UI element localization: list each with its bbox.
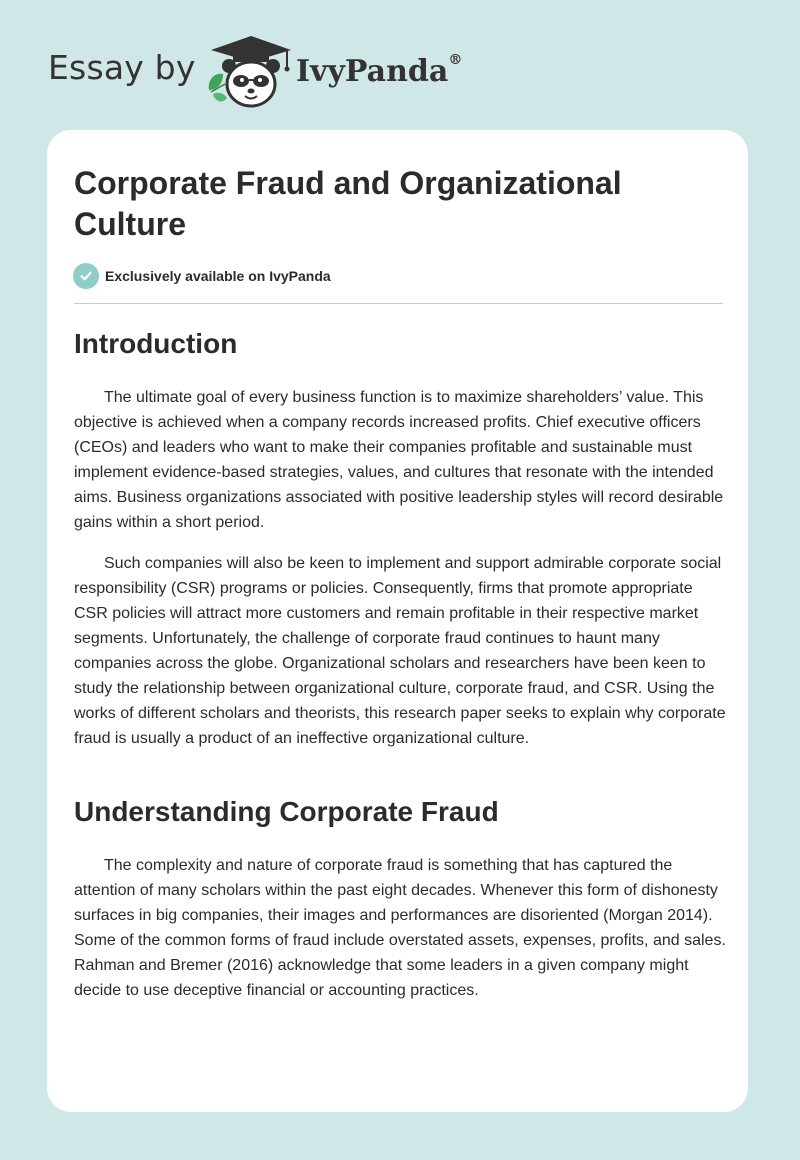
paragraph: Such companies will also be keen to implement and support admirable corporate social responsibility (CSR) programs or policies. Consequently, firms that promote appropriate CSR policies will attract more customers and remain profitable in their respective market segments. Unfortunately, the challenge of corporate fraud continues to haunt many companies across the globe. Organizational scholars and researchers have been keen to study the relationship between organizational culture, corporate fraud, and CSR. Using the works of different scholars and theorists, this research paper seeks to explain why corporate fraud is usually a product of an ineffective organizational culture. bbox=[74, 555, 726, 747]
site-header bbox=[48, 34, 508, 114]
exclusive-badge-label: Exclusively available on IvyPanda bbox=[105, 268, 331, 284]
essay-by-label: Essay by bbox=[48, 48, 196, 87]
paragraph: The complexity and nature of corporate fraud is something that has captured the attention of many scholars within the past eight decades. Whenever this form of dishonesty surfaces in big companies, their images and performances are disoriented (Morgan 2014). Some of the common forms of fraud include overstated assets, expenses, profits, and sales. Rahman and Bremer (2016) acknowledge that some leaders in a given company might decide to use deceptive financial or accounting practices. bbox=[74, 857, 726, 999]
section-heading-understanding-corporate-fraud: Understanding Corporate Fraud bbox=[74, 796, 499, 827]
check-circle-icon bbox=[73, 263, 99, 289]
brand-name[interactable]: IvyPanda® bbox=[296, 52, 463, 89]
title-divider bbox=[74, 303, 723, 304]
paragraph: The ultimate goal of every business function is to maximize shareholders’ value. This objective is achieved when a company records increased profits. Chief executive officers (CEOs) and leaders who want to make their companies profitable and sustainable must implement evidence-based strategies, values, and cultures that resonate with the intended aims. Business organizations associated with positive leadership styles will record desirable gains within a short period. bbox=[74, 389, 724, 531]
section-heading-introduction: Introduction bbox=[74, 328, 238, 359]
registered-mark: ® bbox=[448, 52, 463, 68]
exclusive-badge bbox=[73, 263, 331, 289]
essay-card bbox=[47, 130, 748, 1112]
essay-title: Corporate Fraud and Organizational Culture bbox=[74, 165, 622, 242]
panda-logo-icon[interactable] bbox=[203, 34, 299, 110]
